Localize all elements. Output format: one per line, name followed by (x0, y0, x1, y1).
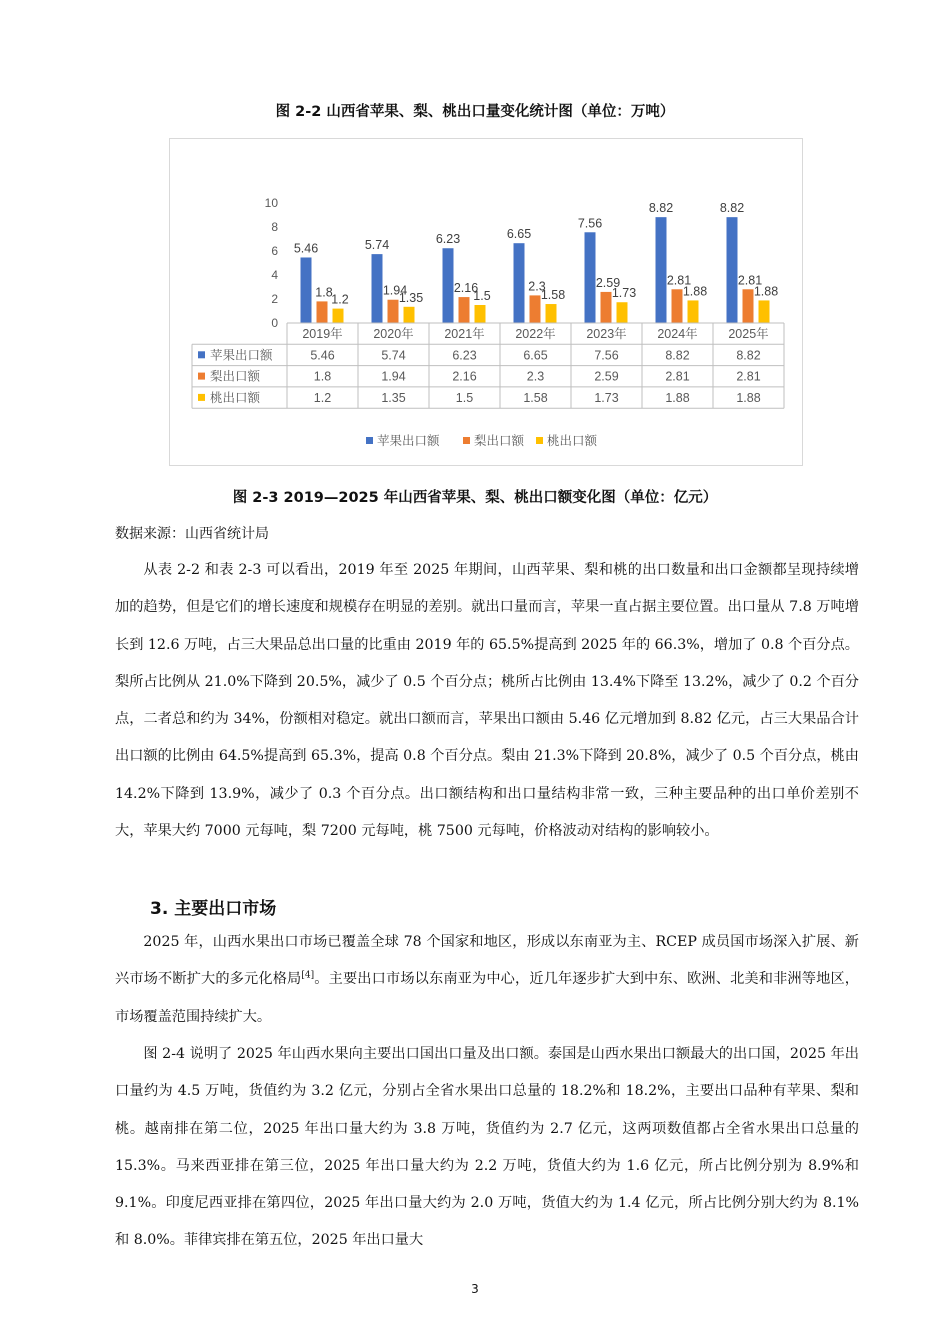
data-label: 1.94 (382, 283, 408, 298)
table-cell: 2.3 (526, 369, 545, 384)
data-label: 1.8 (315, 285, 333, 300)
data-label: 1.73 (611, 286, 637, 301)
table-row-label: 苹果出口额 (210, 348, 273, 363)
table-cell: 2.81 (665, 369, 690, 384)
legend-key (198, 351, 205, 358)
category-label: 2022年 (515, 327, 556, 341)
legend-label: 苹果出口额 (377, 434, 440, 448)
data-label: 1.58 (540, 288, 566, 303)
y-tick-label: 4 (271, 268, 278, 282)
bar (514, 243, 525, 323)
bar (317, 301, 328, 323)
y-tick-label: 0 (271, 316, 278, 330)
export-value-chart (169, 138, 803, 466)
paragraph-markets (115, 924, 859, 1036)
data-label: 2.81 (737, 273, 763, 288)
category-label: 2023年 (586, 327, 627, 341)
data-label: 1.2 (331, 292, 349, 307)
table-cell: 6.23 (452, 348, 477, 363)
bar (333, 309, 344, 323)
y-tick-label: 6 (271, 244, 278, 258)
bar (759, 300, 770, 323)
data-label: 5.74 (364, 238, 390, 253)
bar (672, 289, 683, 323)
paragraph-text: 从表 2-2 和表 2-3 可以看出，2019 年至 2025 年期间，山西苹果、梨和桃的出口数量和出口金额都呈现持续增加的趋势，但是它们的增长速度和规模存在明显的差别。就出口量而言，苹果一直占据主要位置。出口量从 7.8 万吨增长到 12.6 万吨，占三大果品总出口量的比重由 2019 年的 65.5%提高到 2025 年的 66.3%，增加了 0.8 个百分点。梨所占比例从 21.0%下降到 20.5%，减少了 0.5 个百分点；桃所占比例由 13.4%下降至 13.2%，减少了 0.2 个百分点，二者总和约为 34%，份额相对稳定。就出口额而言，苹果出口额由 5.46 亿元增加到 8.82 亿元，占三大果品合计出口额的比例由 64.5%提高到 65.3%，提高 0.8 个百分点。梨由 21.3%下降到 20.8%，减少了 0.5 个百分点，桃由 14.2%下降到 13.9%，减少了 0.3 个百分点。出口额结构和出口量结构非常一致，三种主要品种的出口单价差别不大，苹果大约 7000 元每吨，梨 7200 元每吨，桃 7500 元每吨，价格波动对结构的影响较小。 (115, 562, 859, 840)
paragraph-main-countries (115, 1036, 859, 1260)
bar (601, 292, 612, 323)
bar (404, 307, 415, 323)
y-tick-label: 2 (271, 292, 278, 306)
paragraph-text: 图 2-4 说明了 2025 年山西水果向主要出口国出口量及出口额。泰国是山西水果出口额最大的出口国，2025 年出口量约为 4.5 万吨，货值约为 3.2 亿元，分别占全省水果出口总量的 18.2%和 18.2%，主要出口品种有苹果、梨和桃。越南排在第二位，2025 年出口量大约为 3.8 万吨，货值约为 2.7 亿元，这两项数值都占全省水果出口总量的 15.3%。马来西亚排在第三位，2025 年出口量大约为 2.2 万吨，货值大约为 1.6 亿元，所占比例分别为 8.9%和 9.1%。印度尼西亚排在第四位，2025 年出口量大约为 2.0 万吨，货值大约为 1.4 亿元，所占比例分别大约为 8.1%和 8.0%。菲律宾排在第五位，2025 年出口量大 (115, 1046, 859, 1249)
y-tick-label: 8 (271, 220, 278, 234)
table-cell: 8.82 (665, 348, 690, 363)
bar (301, 257, 312, 323)
table-cell: 6.65 (523, 348, 548, 363)
table-cell: 2.81 (736, 369, 761, 384)
bar (656, 217, 667, 323)
legend-key (198, 394, 205, 401)
data-label: 5.46 (293, 241, 319, 256)
bar (585, 232, 596, 323)
data-label: 1.88 (753, 284, 779, 299)
y-tick-label: 10 (264, 196, 278, 210)
category-label: 2024年 (657, 327, 698, 341)
bar (443, 248, 454, 323)
data-label: 6.65 (506, 227, 532, 242)
citation-ref[interactable]: [4] (301, 970, 315, 981)
legend-label: 桃出口额 (547, 434, 598, 448)
data-label: 2.59 (595, 275, 621, 290)
data-label: 7.56 (577, 216, 603, 231)
table-cell: 1.35 (381, 390, 406, 405)
table-cell: 1.2 (313, 390, 332, 405)
bar (617, 302, 628, 323)
category-label: 2020年 (373, 327, 414, 341)
table-cell: 1.5 (455, 390, 474, 405)
legend-swatch (536, 437, 543, 444)
legend-swatch (463, 437, 470, 444)
table-cell: 1.88 (665, 390, 690, 405)
table-cell: 1.8 (313, 369, 332, 384)
table-cell: 1.58 (523, 390, 548, 405)
bar (688, 300, 699, 323)
data-label: 2.16 (453, 281, 479, 296)
table-row-label: 桃出口额 (210, 390, 261, 405)
chart-canvas (170, 139, 802, 465)
figure-2-2-caption: 图 2-2 山西省苹果、梨、桃出口量变化统计图（单位：万吨） (275, 104, 675, 120)
table-cell: 5.74 (381, 348, 406, 363)
data-label: 6.23 (435, 232, 461, 247)
category-label: 2021年 (444, 327, 485, 341)
table-cell: 1.88 (736, 390, 761, 405)
bar (743, 289, 754, 323)
page-number: 3 (471, 1282, 479, 1296)
data-label: 1.5 (473, 289, 491, 303)
figure-2-3-caption: 图 2-3 2019—2025 年山西省苹果、梨、桃出口额变化图（单位：亿元） (232, 490, 718, 506)
bar (546, 304, 557, 323)
table-cell: 1.94 (381, 369, 406, 384)
data-label: 2.3 (528, 279, 546, 294)
category-label: 2025年 (728, 327, 769, 341)
section-heading: 3. 主要出口市场 (150, 899, 277, 919)
legend-swatch (366, 437, 373, 444)
data-label: 2.81 (666, 273, 692, 288)
legend-label: 梨出口额 (474, 434, 525, 448)
paragraph-export-structure (115, 552, 859, 850)
table-cell: 7.56 (594, 348, 619, 363)
source-note: 数据来源：山西省统计局 (115, 526, 269, 542)
data-label: 1.35 (398, 290, 424, 305)
table-row-label: 梨出口额 (210, 369, 261, 384)
data-label: 8.82 (719, 201, 745, 216)
table-cell: 8.82 (736, 348, 761, 363)
data-label: 1.88 (682, 284, 708, 299)
table-cell: 2.59 (594, 369, 619, 384)
bar (727, 217, 738, 323)
bar (530, 295, 541, 323)
table-cell: 5.46 (310, 348, 335, 363)
category-label: 2019年 (302, 327, 343, 341)
bar (388, 300, 399, 323)
table-cell: 1.73 (594, 390, 619, 405)
data-label: 8.82 (648, 201, 674, 216)
paragraph-text-part: 。主要出口市场以东南亚为中心，近几年逐步扩大到中东、欧洲、北美和非洲等地区，市场覆盖范围持续扩大。 (115, 971, 859, 1025)
bar (372, 254, 383, 323)
table-cell: 2.16 (452, 369, 477, 384)
bar (475, 305, 486, 323)
legend-key (198, 373, 205, 380)
paragraph-text (115, 924, 859, 1036)
paragraph-text-part: 2025 年，山西水果出口市场已覆盖全球 78 个国家和地区，形成以东南亚为主、RCEP 成员国市场深入扩展、新兴市场不断扩大的多元化格局 (115, 934, 859, 988)
bar (459, 297, 470, 323)
